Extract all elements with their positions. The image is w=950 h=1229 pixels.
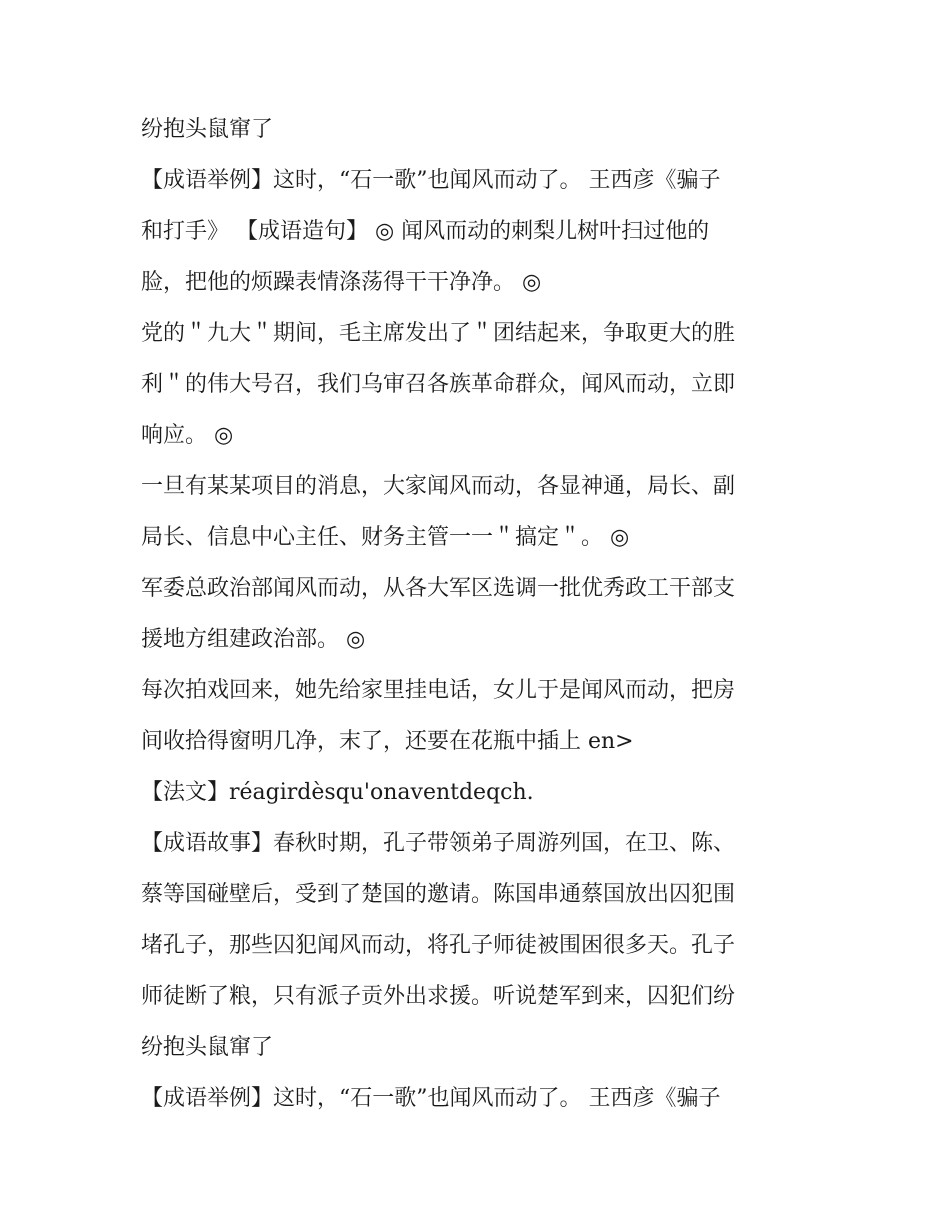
text-line-8: 一旦有某某项目的消息，大家闻风而动，各显神通，局长、副 [141,474,736,499]
text-line-7: 响应。 ◎ [141,423,234,448]
text-line-12: 每次拍戏回来，她先给家里挂电话，女儿于是闻风而动，把房 [141,678,736,703]
text-line-13: 间收拾得窗明几净，末了，还要在花瓶中插上 en> [141,729,634,754]
text-line-10: 军委总政治部闻风而动，从各大军区选调一批优秀政工干部支 [141,576,736,601]
document-text [141,104,821,1124]
text-line-11: 援地方组建政治部。 ◎ [141,627,366,652]
text-line-5: 党的＂九大＂期间，毛主席发出了＂团结起来，争取更大的胜 [141,321,736,346]
text-line-9: 局长、信息中心主任、财务主管一一＂搞定＂。 ◎ [141,525,630,550]
text-line-17: 堵孔子，那些囚犯闻风而动，将孔子师徒被围困很多天。孔子 [141,933,736,958]
text-line-19: 纷抱头鼠窜了 [141,1035,274,1060]
text-line-6: 利＂的伟大号召，我们乌审召各族革命群众，闻风而动，立即 [141,372,736,397]
text-line-16: 蔡等国碰壁后，受到了楚国的邀请。陈国串通蔡国放出囚犯围 [141,882,736,907]
text-line-4: 脸，把他的烦躁表情涤荡得干干净净。 ◎ [141,270,542,295]
text-line-20: 【成语举例】这时，“石一歌”也闻风而动了。 王西彦《骗子 [141,1086,721,1111]
text-line-1: 纷抱头鼠窜了 [141,117,274,142]
text-line-15: 【成语故事】春秋时期，孔子带领弟子周游列国，在卫、陈、 [141,831,736,856]
text-line-18: 师徒断了粮，只有派子贡外出求援。听说楚军到来，囚犯们纷 [141,984,736,1009]
text-line-14: 【法文】réagirdèsqu'onaventdeqch. [141,780,534,805]
text-line-3: 和打手》 【成语造句】 ◎ 闻风而动的刺梨儿树叶扫过他的 [141,219,710,244]
text-line-2: 【成语举例】这时，“石一歌”也闻风而动了。 王西彦《骗子 [141,168,721,193]
